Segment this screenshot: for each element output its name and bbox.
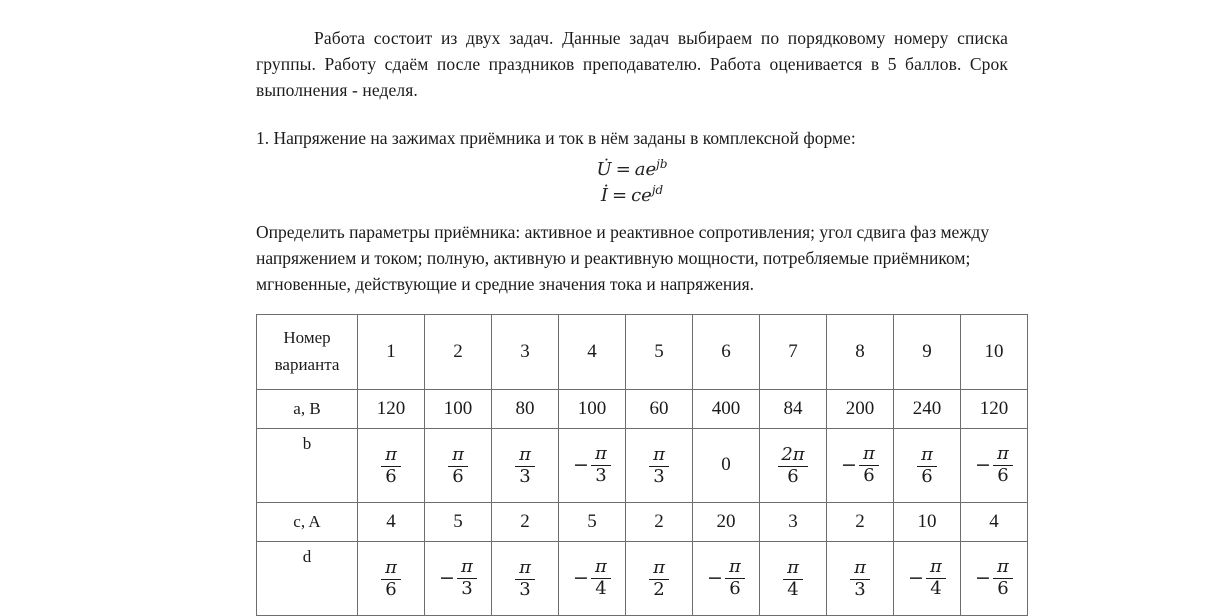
fraction-denominator: 2: [653, 579, 665, 601]
table-cell: [425, 502, 492, 541]
fraction-numerator: π: [461, 555, 473, 577]
cell-value: 5: [453, 510, 463, 532]
table-cell: [559, 428, 626, 502]
table-header-row: [257, 314, 1028, 389]
formula-voltage-lhs: U̇: [596, 159, 612, 181]
fraction-sign: −: [573, 566, 589, 589]
fraction-value: [515, 443, 535, 488]
table-cell: [894, 502, 961, 541]
variant-header-cell: [626, 314, 693, 389]
variants-table-body: [257, 314, 1028, 615]
table-cell: [693, 541, 760, 615]
table-cell: [961, 428, 1028, 502]
fraction-stack: [859, 442, 879, 487]
fraction-sign: −: [908, 566, 924, 589]
task-statement-text: Напряжение на зажимах приёмника и ток в нём заданы в комплексной форме:: [273, 127, 856, 148]
fraction-numerator: π: [997, 555, 1009, 577]
fraction-denominator: 6: [997, 465, 1009, 487]
cell-value: 60: [649, 397, 669, 419]
variants-table: [256, 314, 1028, 616]
formula-current-equals: =: [612, 184, 628, 206]
table-cell: [894, 389, 961, 428]
fraction-value: [841, 442, 879, 487]
variant-header-cell: [492, 314, 559, 389]
fraction-value: [649, 556, 669, 601]
fraction-stack: [381, 443, 401, 488]
cell-value: 100: [577, 397, 607, 419]
fraction-value: [515, 556, 535, 601]
document-page: [256, 0, 1008, 616]
cell-value: 2: [520, 510, 530, 532]
fraction-denominator: 6: [863, 465, 875, 487]
fraction-value: [649, 443, 669, 488]
fraction-denominator: 3: [854, 579, 866, 601]
table-cell: [492, 389, 559, 428]
table-cell: [693, 389, 760, 428]
table-cell: [827, 428, 894, 502]
variant-header-cell: [894, 314, 961, 389]
fraction-numerator: π: [385, 556, 397, 578]
fraction-sign: −: [573, 453, 589, 476]
table-cell: [760, 502, 827, 541]
table-cell: [827, 541, 894, 615]
table-cell: [626, 502, 693, 541]
fraction-stack: [778, 443, 807, 488]
table-cell: [358, 502, 425, 541]
table-cell: [693, 428, 760, 502]
formula-voltage-exponent: jb: [656, 157, 668, 172]
table-cell: [894, 541, 961, 615]
fraction-value: [573, 442, 611, 487]
fraction-denominator: 6: [385, 579, 397, 601]
cell-value: 10: [917, 510, 937, 532]
variant-header-cell: [760, 314, 827, 389]
fraction-value: [439, 555, 477, 600]
formula-current-coefficient: ce: [631, 184, 652, 206]
table-cell: [492, 502, 559, 541]
fraction-stack: [591, 555, 611, 600]
table-row: [257, 428, 1028, 502]
fraction-stack: [448, 443, 468, 488]
table-cell: [559, 502, 626, 541]
intro-paragraph: Работа состоит из двух задач. Данные задач выбираем по порядковому номеру списка группы. Работу сдаём после праздников преподавателю. Работа оценивается в 5 баллов. Срок выполнения - неделя.: [256, 28, 1008, 100]
table-cell: [358, 541, 425, 615]
fraction-denominator: 4: [595, 578, 607, 600]
table-corner-label: [257, 314, 358, 389]
fraction-stack: [926, 555, 946, 600]
table-cell: [559, 541, 626, 615]
table-row: [257, 541, 1028, 615]
corner-label-line1: Номер: [283, 328, 331, 348]
row-label: b: [257, 428, 358, 502]
fraction-numerator: π: [385, 443, 397, 465]
variant-number: 2: [453, 340, 463, 362]
fraction-value: [707, 555, 745, 600]
task-number: 1.: [256, 127, 270, 148]
task-statement: [256, 126, 1008, 151]
fraction-denominator: 6: [385, 466, 397, 488]
cell-value: 120: [376, 397, 406, 419]
variant-number: 10: [984, 340, 1004, 362]
fraction-value: [448, 443, 468, 488]
fraction-numerator: π: [787, 556, 799, 578]
fraction-stack: [381, 556, 401, 601]
table-cell: [760, 428, 827, 502]
fraction-stack: [515, 443, 535, 488]
fraction-numerator: π: [921, 443, 933, 465]
table-cell: [425, 389, 492, 428]
fraction-numerator: π: [930, 555, 942, 577]
row-label: a, В: [257, 389, 358, 428]
fraction-value: [975, 442, 1013, 487]
table-cell: [961, 502, 1028, 541]
variant-header-cell: [961, 314, 1028, 389]
fraction-value: [908, 555, 946, 600]
variant-number: 8: [855, 340, 865, 362]
fraction-numerator: π: [519, 556, 531, 578]
fraction-denominator: 6: [921, 466, 933, 488]
cell-value: 100: [443, 397, 473, 419]
fraction-stack: [649, 556, 669, 601]
cell-value: 80: [515, 397, 535, 419]
fraction-numerator: π: [997, 442, 1009, 464]
formula-voltage-coefficient: ae: [634, 159, 657, 181]
fraction-value: [917, 443, 937, 488]
cell-value: 200: [845, 397, 875, 419]
table-cell: [760, 541, 827, 615]
fraction-stack: [725, 555, 745, 600]
fraction-numerator: π: [854, 556, 866, 578]
formula-block: [256, 157, 1008, 208]
fraction-value: [573, 555, 611, 600]
table-row: [257, 389, 1028, 428]
fraction-sign: −: [975, 566, 991, 589]
table-cell: [358, 428, 425, 502]
cell-value: 4: [386, 510, 396, 532]
formula-current-exponent: jd: [651, 182, 664, 197]
table-cell: [961, 541, 1028, 615]
cell-value: 2: [855, 510, 865, 532]
fraction-numerator: π: [519, 443, 531, 465]
variant-header-cell: [827, 314, 894, 389]
table-cell: [626, 541, 693, 615]
formula-voltage: [256, 157, 1008, 183]
cell-value: 5: [587, 510, 597, 532]
fraction-sign: −: [975, 453, 991, 476]
fraction-sign: −: [707, 566, 723, 589]
variants-table-container: [256, 314, 1008, 616]
fraction-numerator: π: [729, 555, 741, 577]
fraction-value: [783, 556, 803, 601]
fraction-denominator: 3: [653, 466, 665, 488]
table-cell: [827, 389, 894, 428]
corner-label-line2: варианта: [274, 354, 340, 374]
fraction-numerator: π: [452, 443, 464, 465]
fraction-stack: [850, 556, 870, 601]
fraction-stack: [993, 555, 1013, 600]
table-cell: [894, 428, 961, 502]
fraction-numerator: π: [595, 442, 607, 464]
fraction-denominator: 6: [997, 578, 1009, 600]
variant-header-cell: [693, 314, 760, 389]
variant-header-cell: [425, 314, 492, 389]
cell-value: 3: [788, 510, 798, 532]
fraction-denominator: 6: [729, 578, 741, 600]
fraction-denominator: 6: [452, 466, 464, 488]
fraction-denominator: 4: [930, 578, 942, 600]
task-requirements: Определить параметры приёмника: активное и реактивное сопротивления; угол сдвига фаз между напряжением и током; полную, активную и реактивную мощности, потребляемые приёмником; мгновенные, действующие и средние значения тока и напряжения.: [256, 222, 990, 294]
fraction-value: [381, 443, 401, 488]
fraction-denominator: 3: [461, 578, 473, 600]
fraction-stack: [591, 442, 611, 487]
cell-value: 120: [979, 397, 1009, 419]
variant-number: 1: [386, 340, 396, 362]
table-cell: [425, 428, 492, 502]
fraction-denominator: 3: [519, 466, 531, 488]
fraction-numerator: π: [653, 443, 665, 465]
table-cell: [492, 428, 559, 502]
cell-value: 84: [783, 397, 803, 419]
variant-number: 7: [788, 340, 798, 362]
table-cell: [961, 389, 1028, 428]
fraction-numerator: π: [595, 555, 607, 577]
table-cell: [626, 389, 693, 428]
fraction-denominator: 3: [595, 465, 607, 487]
fraction-stack: [783, 556, 803, 601]
row-label: d: [257, 541, 358, 615]
fraction-value: [381, 556, 401, 601]
table-cell: [760, 389, 827, 428]
cell-value: 20: [716, 510, 736, 532]
table-cell: [492, 541, 559, 615]
cell-value: 400: [711, 397, 741, 419]
fraction-value: [778, 443, 807, 488]
cell-value: 0: [721, 454, 731, 476]
table-row: [257, 502, 1028, 541]
variant-header-cell: [358, 314, 425, 389]
fraction-numerator: π: [863, 442, 875, 464]
table-cell: [827, 502, 894, 541]
formula-current: [256, 183, 1008, 209]
fraction-sign: −: [841, 453, 857, 476]
fraction-stack: [917, 443, 937, 488]
fraction-value: [850, 556, 870, 601]
fraction-numerator: 2π: [781, 443, 805, 465]
fraction-value: [975, 555, 1013, 600]
variant-header-cell: [559, 314, 626, 389]
table-cell: [425, 541, 492, 615]
variant-number: 9: [922, 340, 932, 362]
table-cell: [559, 389, 626, 428]
fraction-stack: [649, 443, 669, 488]
formula-current-lhs: İ: [600, 184, 608, 206]
fraction-numerator: π: [653, 556, 665, 578]
variant-number: 3: [520, 340, 530, 362]
formula-voltage-equals: =: [615, 159, 631, 181]
variant-number: 4: [587, 340, 597, 362]
fraction-denominator: 6: [787, 466, 799, 488]
table-cell: [626, 428, 693, 502]
fraction-sign: −: [439, 566, 455, 589]
fraction-stack: [457, 555, 477, 600]
cell-value: 4: [989, 510, 999, 532]
cell-value: 240: [912, 397, 942, 419]
table-cell: [693, 502, 760, 541]
table-cell: [358, 389, 425, 428]
row-label: c, A: [257, 502, 358, 541]
fraction-stack: [993, 442, 1013, 487]
fraction-denominator: 4: [787, 579, 799, 601]
variant-number: 6: [721, 340, 731, 362]
fraction-denominator: 3: [519, 579, 531, 601]
fraction-stack: [515, 556, 535, 601]
variant-number: 5: [654, 340, 664, 362]
cell-value: 2: [654, 510, 664, 532]
